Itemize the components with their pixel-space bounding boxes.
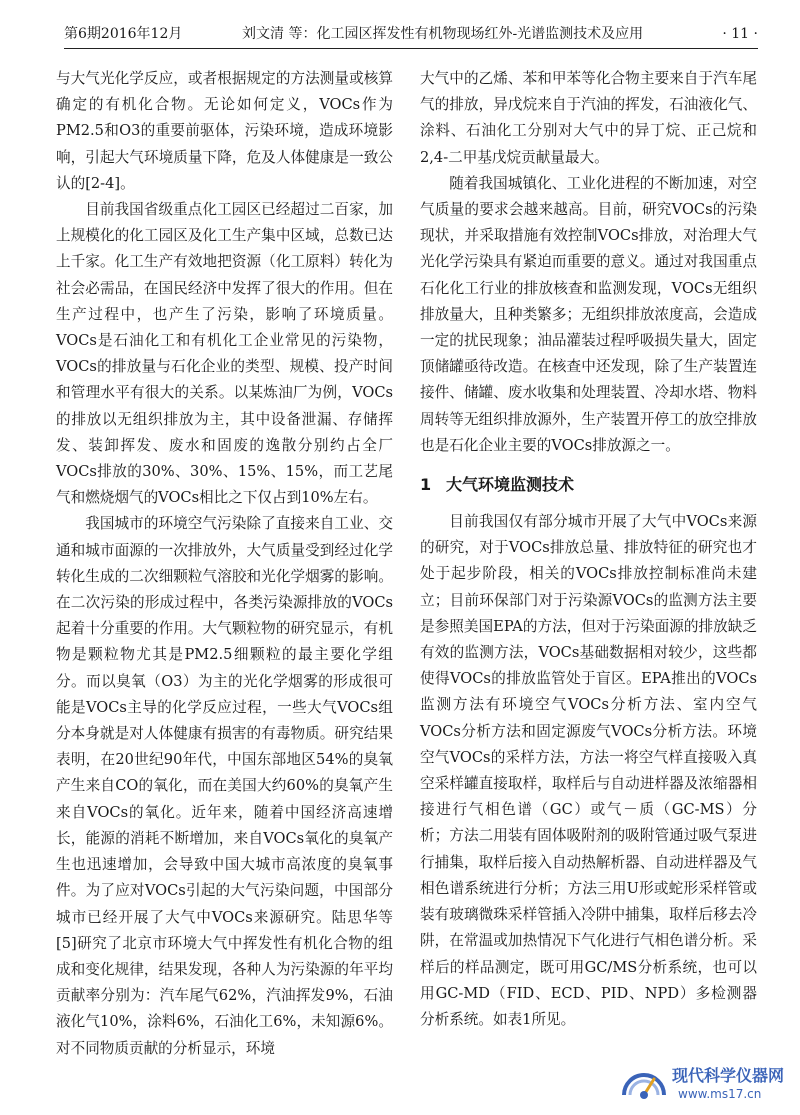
paragraph: 目前我国省级重点化工园区已经超过二百家，加上规模化的化工园区及化工生产集中区域，总数已达上千家。化工生产有效地把资源（化工原料）转化为社会必需品，在国民经济中发挥了很大的作用。但在生产过程中，也产生了污染，影响了环境质量。VOCs是石油化工和有机化工企业常见的污染物，VOCs的排放量与石化企业的类型、规模、投产时间和管理水平有很大的关系。以某炼油厂为例，VOCs的排放以无组织排放为主，其中设备泄漏、存储挥发、装卸挥发、废水和固废的逸散分别约占全厂VOCs排放的30%、30%、15%、15%，而工艺尾气和燃烧烟气的VOCs相比之下仅占到10%左右。 [56,201,393,507]
paragraph: 随着我国城镇化、工业化进程的不断加速，对空气质量的要求会越来越高。目前，研究VOCs的污染现状，并采取措施有效控制VOCs排放，对治理大气光化学污染具有紧迫而重要的意义。通过对我国重点石化化工行业的排放核查和监测发现，VOCs无组织排放量大，且种类繁多；无组织排放浓度高，会造成一定的扰民现象；油品灌装过程呼吸损失量大，固定顶储罐亟待改造。在核查中还发现，除了生产装置连接件、储罐、废水收集和处理装置、冷却水塔、物料周转等无组织排放源外，生产装置开停工的放空排放也是石化企业主要的VOCs排放源之一。 [420,174,757,454]
paragraph: 大气中的乙烯、苯和甲苯等化合物主要来自于汽车尾气的排放，异戊烷来自于汽油的挥发，石油液化气、涂料、石油化工分别对大气中的异丁烷、正己烷和2,4-二甲基戊烷贡献量最大。 [420,70,757,166]
header-rule [64,48,758,49]
paragraph: 我国城市的环境空气污染除了直接来自工业、交通和城市面源的一次排放外，大气质量受到经过化学转化生成的二次细颗粒气溶胶和光化学烟雾的影响。在二次污染的形成过程中，各类污染源排放的VOCs起着十分重要的作用。大气颗粒物的研究显示，有机物是颗粒物尤其是PM2.5细颗粒的最主要化学组分。而以臭氧（O3）为主的光化学烟雾的形成很可能是VOCs主导的化学反应过程，一些大气VOCs组分本身就是对人体健康有损害的有毒物质。研究结果表明，在20世纪90年代，中国东部地区54%的臭氧产生来自CO的氧化，而在美国大约60%的臭氧产生来自VOCs的氧化。近年来，随着中国经济高速增长，能源的消耗不断增加，来自VOCs氧化的臭氧产生也迅速增加，会导致中国大城市高浓度的臭氧事件。为了应对VOCs引起的大气污染问题，中国部分城市已经开展了大气中VOCs来源研究。陆思华等[5]研究了北京市环境大气中挥发性有机化合物的组成和变化规律，结果发现，各种人为污染源的年平均贡献率分别为：汽车尾气62%，汽油挥发9%，石油液化气10%，涂料6%，石油化工6%，未知源6%。对不同物质贡献的分析显示，环境 [56,515,393,1057]
section-title: 大气环境监测技术 [446,475,575,495]
running-header [64,22,758,46]
meter-logo-icon [618,1061,670,1111]
watermark-site-name: 现代科学仪器网 [672,1066,785,1085]
paragraph: 与大气光化学反应，或者根据规定的方法测量或核算确定的有机化合物。无论如何定义，VOCs作为PM2.5和O3的重要前驱体，污染环境，造成环境影响，引起大气环境质量下降，危及人体健康是一致公认的[2-4]。 [56,70,393,192]
section-heading [420,472,757,498]
journal-issue: 第6期2016年12月 [64,26,183,42]
left-column [56,66,393,1062]
section-number: 1 [420,475,432,495]
site-watermark [618,1057,788,1113]
running-title: 刘文清 等：化工园区挥发性有机物现场红外-光谱监测技术及应用 [242,26,644,42]
watermark-url: www.ms17.cn [678,1087,762,1101]
right-column [420,66,757,1033]
paragraph: 目前我国仅有部分城市开展了大气中VOCs来源的研究，对于VOCs排放总量、排放特征的研究也才处于起步阶段，相关的VOCs排放控制标准尚未建立；目前环保部门对于污染源VOCs的监测方法主要是参照美国EPA的方法，但对于污染面源的排放缺乏有效的监测方法，VOCs基础数据相对较少，这些都使得VOCs的排放监管处于盲区。EPA推出的VOCs监测方法有环境空气VOCs分析方法、室内空气VOCs分析方法和固定源废气VOCs分析方法。环境空气VOCs的采样方法，方法一将空气样直接吸入真空采样罐直接取样，取样后与自动进样器及浓缩器相接进行气相色谱（GC）或气－质（GC-MS）分析；方法二用装有固体吸附剂的吸附管通过吸气泵进行捕集，取样后接入自动热解析器、自动进样器及气相色谱系统进行分析；方法三用U形或蛇形采样管或装有玻璃微珠采样管插入冷阱中捕集，取样后移去冷阱，在常温或加热情况下气化进行气相色谱分析。采样后的样品测定，既可用GC/MS分析系统，也可以用GC-MD（FID、ECD、PID、NPD）多检测器分析系统。如表1所见。 [420,513,757,1028]
page-number: · 11 · [722,26,758,42]
